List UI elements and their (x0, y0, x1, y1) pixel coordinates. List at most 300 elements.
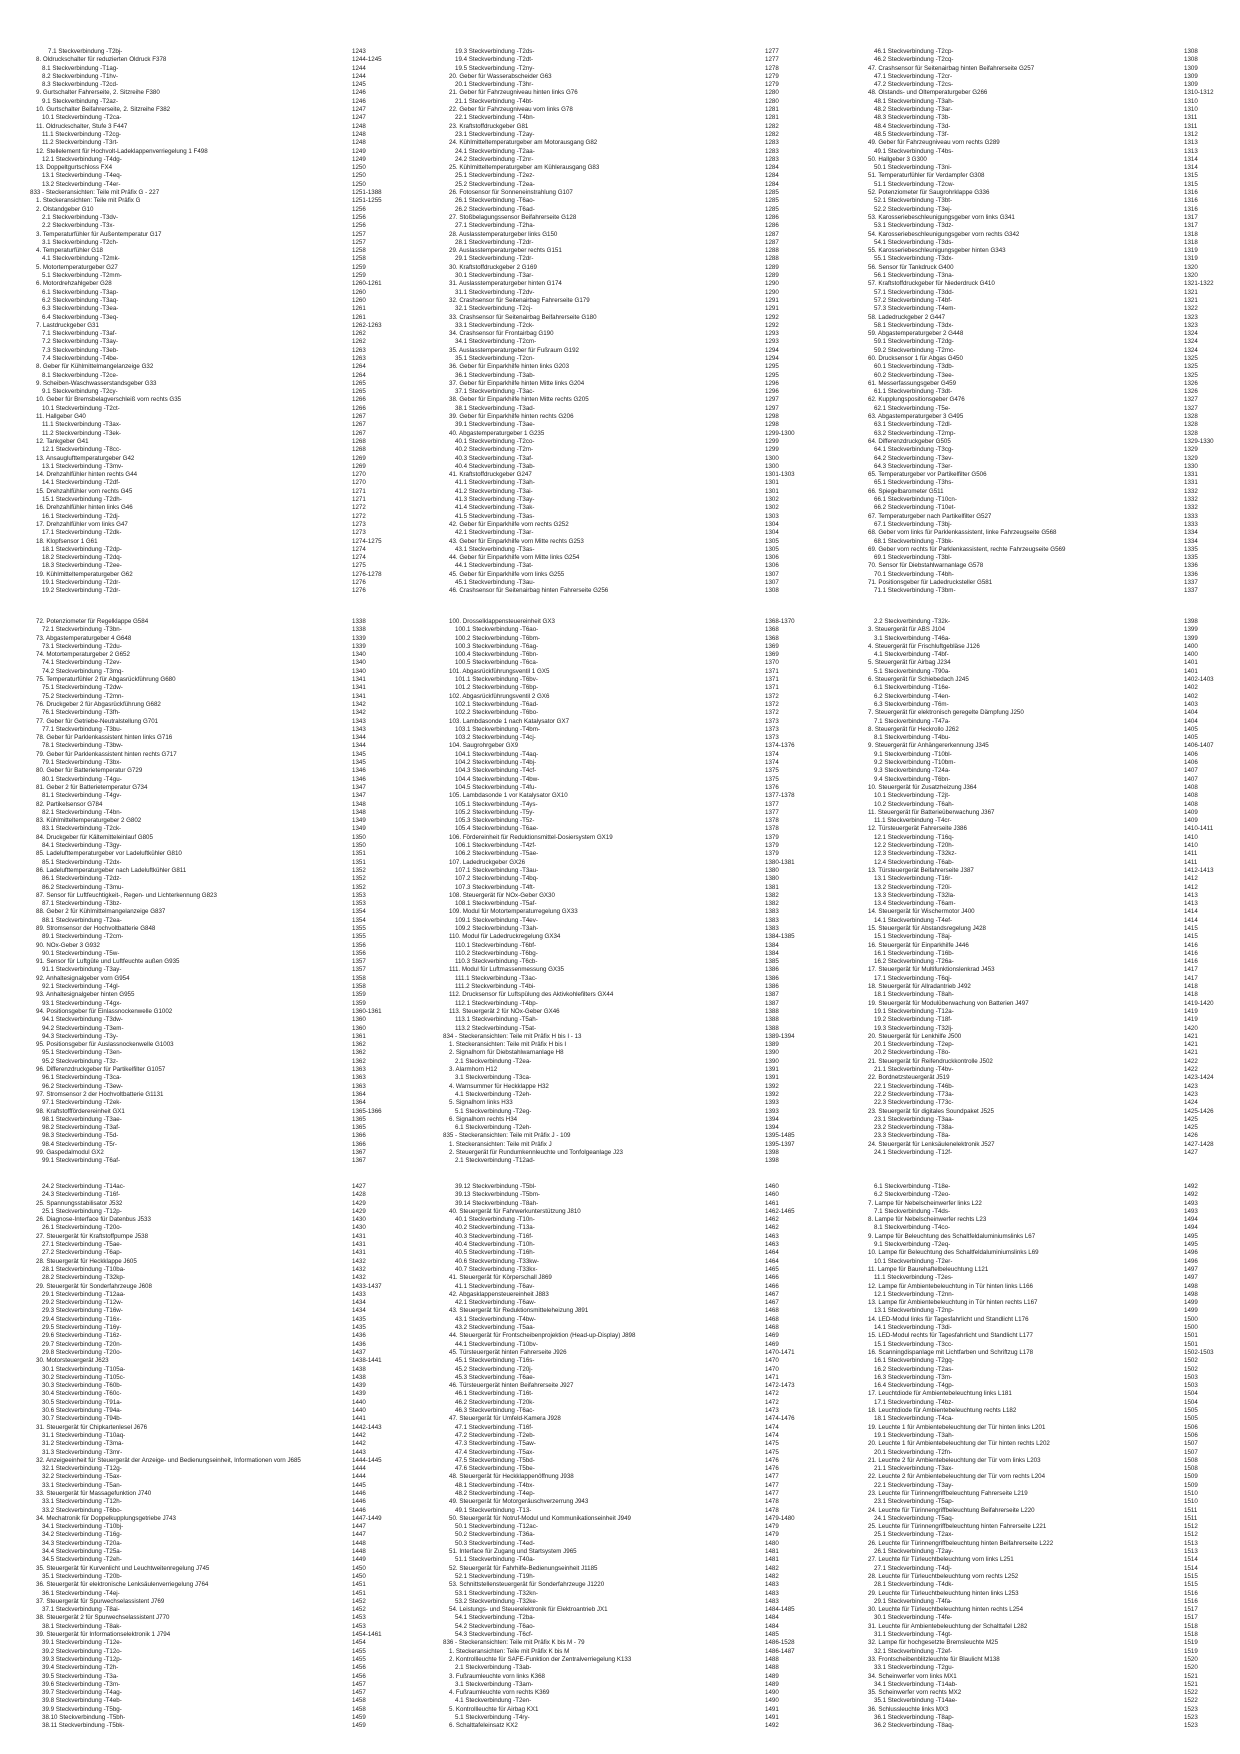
index-entry (862, 1548, 1240, 1556)
entry-title: 97.1 Steckverbindung -T2ek- (42, 1099, 122, 1107)
entry-page: 1415 (1184, 933, 1198, 941)
entry-title: 12.2 Steckverbindung -T20h- (874, 842, 954, 850)
index-entry (30, 65, 410, 73)
entry-title: 10. Steuergerät für Zusatzheizung J364 (868, 783, 977, 791)
index-entry (443, 1432, 823, 1440)
entry-title: 75. Temperaturfühler 2 für Abgasrückführung G680 (36, 676, 176, 684)
index-entry (862, 139, 1240, 147)
index-entry (862, 1590, 1240, 1598)
index-entry (30, 280, 410, 288)
entry-title: 49.1 Steckverbindung -T4bs- (874, 147, 954, 155)
entry-page: 1266 (352, 396, 366, 404)
entry-title: 93.1 Steckverbindung -T4gx- (42, 999, 122, 1007)
entry-title: 5. Kontrollleuchte für Airbag KX1 (449, 1705, 539, 1713)
entry-page: 1311 (1184, 122, 1198, 130)
index-entry (443, 1233, 823, 1241)
index-entry (30, 131, 410, 139)
entry-page: 1523 (1184, 1722, 1198, 1730)
index-entry (862, 396, 1240, 404)
entry-title: 18.1 Steckverbindung -T8ah- (874, 991, 954, 999)
entry-title: 40.2 Steckverbindung -T13a- (455, 1224, 535, 1232)
index-entry (862, 413, 1240, 421)
index-entry (30, 1515, 410, 1523)
entry-title: 50.3 Steckverbindung -T4ed- (455, 1539, 535, 1547)
entry-page: 1494 (1184, 1216, 1198, 1224)
index-entry (443, 521, 823, 529)
entry-title: 46. Crashsensor für Seitenairbag hinten Fahrerseite G256 (449, 587, 609, 595)
entry-title: 33. Crashsensor für Seitenairbag Beifahrerseite G180 (449, 313, 597, 321)
entry-title: 39.6 Steckverbindung -T3m- (42, 1680, 121, 1688)
entry-title: 2.2 Steckverbindung -T3x- (42, 222, 115, 230)
entry-page: 1412 (1184, 875, 1198, 883)
entry-title: 99.1 Steckverbindung -T6af- (42, 1157, 121, 1165)
entry-title: 18.2 Steckverbindung -T2dq- (42, 554, 122, 562)
index-entry (443, 355, 823, 363)
entry-title: 19.1 Steckverbindung -T2dr- (42, 579, 121, 586)
index-entry (30, 222, 410, 230)
index-entry (30, 975, 410, 983)
index-entry (443, 908, 823, 916)
entry-page: 1517 (1184, 1614, 1198, 1622)
entry-page: 1288 (765, 255, 779, 263)
entry-page: 1335 (1184, 554, 1198, 562)
index-entry (30, 388, 410, 396)
entry-title: 51.1 Steckverbindung -T40a- (455, 1556, 535, 1564)
entry-title: 6.1 Steckverbindung -T2eh- (455, 1124, 532, 1132)
entry-title: 29.8 Steckverbindung -T20o- (42, 1348, 122, 1356)
entry-page: 1393 (765, 1099, 779, 1107)
index-entry (862, 189, 1240, 197)
index-entry (862, 917, 1240, 925)
entry-page: 1474 (765, 1423, 779, 1431)
index-entry (862, 1581, 1240, 1589)
entry-title: 11. Steuergerät für Batterieüberwachung J367 (868, 808, 995, 816)
entry-title: 54. Karosseriebeschleunigungsgeber vorn rechts G342 (868, 230, 1020, 238)
entry-page: 1395-1397 (765, 1140, 795, 1148)
entry-title: 20. Leuchte 1 für Ambientebeleuchtung der Tür hinten rechts L202 (868, 1440, 1050, 1448)
entry-page: 1315 (1184, 180, 1198, 188)
entry-title: 61. Messerfassungsgeber G459 (868, 379, 957, 387)
index-entry (443, 1706, 823, 1714)
index-entry (862, 388, 1240, 396)
entry-page: 1384-1385 (765, 933, 795, 941)
index-entry (30, 305, 410, 313)
entry-page: 1478 (765, 1506, 779, 1514)
entry-title: 28. Leuchte für Türleuchtbeleuchtung vorn rechts L252 (868, 1572, 1019, 1580)
entry-page: 1291 (765, 305, 779, 313)
entry-title: 2.1 Steckverbindung -T12ad- (455, 1157, 535, 1165)
entry-title: 100. Drosselklappensteuereinheit GX3 (449, 618, 555, 625)
entry-page: 1445 (352, 1481, 366, 1489)
entry-title: 91.1 Steckverbindung -T3ay- (42, 966, 122, 974)
index-entry (443, 579, 823, 587)
entry-page: 1467 (765, 1299, 779, 1307)
entry-page: 1480 (765, 1539, 779, 1547)
entry-title: 17.1 Steckverbindung -T4bz- (874, 1398, 954, 1406)
index-entry (30, 734, 410, 742)
entry-title: 39.4 Steckverbindung -T2h- (42, 1664, 119, 1672)
index-entry (443, 1407, 823, 1415)
index-entry (30, 214, 410, 222)
entry-page: 1423-1424 (1184, 1074, 1214, 1082)
entry-page: 1370 (765, 659, 779, 667)
entry-page: 1332 (1184, 487, 1198, 495)
entry-page: 1365 (352, 1124, 366, 1132)
entry-page: 1298 (765, 421, 779, 429)
entry-page: 1442-1443 (352, 1423, 382, 1431)
entry-page: 1417 (1184, 974, 1198, 982)
entry-page: 1403 (1184, 700, 1198, 708)
entry-page: 1420 (1184, 1024, 1198, 1032)
index-entry (862, 148, 1240, 156)
index-entry (443, 1681, 823, 1689)
entry-page: 1418 (1184, 991, 1198, 999)
entry-title: 99. Gaspedalmodul GX2 (36, 1149, 104, 1156)
entry-title: 31.2 Steckverbindung -T3ma- (42, 1440, 124, 1448)
index-entry (443, 1157, 823, 1165)
entry-title: 108.1 Steckverbindung -T5af- (455, 900, 537, 908)
entry-page: 1460 (765, 1191, 779, 1199)
index-entry (862, 983, 1240, 991)
index-entry (30, 1332, 410, 1340)
index-entry (443, 792, 823, 800)
index-entry (443, 562, 823, 570)
entry-title: 34.3 Steckverbindung -T20a- (42, 1539, 122, 1547)
entry-title: 32. Crashsensor für Seitenairbag Fahrerseite G179 (449, 296, 590, 304)
entry-title: 69. Geber vorn rechts für Parklenkassistent, rechte Fahrzeugseite G569 (868, 545, 1066, 553)
entry-page: 1458 (352, 1705, 366, 1713)
entry-page: 1464 (765, 1249, 779, 1257)
entry-title: 36. Schlussleuchte links MX3 (868, 1705, 949, 1713)
entry-page: 1405 (1184, 725, 1198, 733)
index-entry (30, 571, 410, 579)
entry-title: 19.1 Steckverbindung -T3ah- (874, 1431, 954, 1439)
entry-page: 1324 (1184, 346, 1198, 354)
entry-title: 34.1 Steckverbindung -T2cm- (455, 338, 537, 346)
entry-title: 34.2 Steckverbindung -T16g- (42, 1531, 122, 1539)
entry-title: 24. Leuchte für Türinnengriffbeleuchtung Beifahrerseite L220 (868, 1506, 1035, 1514)
entry-title: 32.1 Steckverbindung -T2ef- (874, 1647, 953, 1655)
entry-page: 1388 (765, 1007, 779, 1015)
index-entry (30, 1614, 410, 1622)
entry-page: 1339 (352, 634, 366, 642)
entry-title: 1. Steckeransichten: Teile mit Präfix H bis I (449, 1041, 567, 1049)
entry-page: 1247 (352, 106, 366, 114)
index-entry (862, 1274, 1240, 1282)
index-entry (862, 231, 1240, 239)
entry-title: 31. Steuergerät für Chipkartenlesel J676 (36, 1423, 148, 1431)
index-entry (862, 991, 1240, 999)
entry-page: 1484 (765, 1614, 779, 1622)
entry-page: 1493 (1184, 1207, 1198, 1215)
index-entry (862, 1000, 1240, 1008)
entry-title: 105.1 Steckverbindung -T4ys- (455, 800, 538, 808)
entry-page: 1444-1445 (352, 1456, 382, 1464)
index-entry (443, 1548, 823, 1556)
entry-page: 1474 (765, 1431, 779, 1439)
index-entry (30, 1124, 410, 1132)
index-entry (443, 496, 823, 504)
index-entry (862, 701, 1240, 709)
entry-page: 1301-1303 (765, 471, 795, 479)
entry-title: 110. Modul für Ladedruckregelung GX34 (449, 933, 561, 941)
entry-title: 15. Drehzahlfühler vorn rechts G45 (36, 487, 133, 495)
entry-title: 71. Positionsgeber für Ladedrucksteller G581 (868, 579, 993, 586)
entry-title: 3.1 Steckverbindung -T3am- (455, 1680, 534, 1688)
entry-title: 19.3 Steckverbindung -T32lj- (874, 1024, 954, 1032)
index-entry (443, 842, 823, 850)
entry-title: 2. Ölstandgeber G10 (36, 205, 94, 213)
index-entry (443, 272, 823, 280)
entry-title: 28. Steuergerät für Heckklappe J605 (36, 1257, 137, 1265)
index-entry (443, 1074, 823, 1082)
entry-title: 11.1 Steckverbindung -T2cg- (42, 130, 121, 138)
entry-page: 1450 (352, 1572, 366, 1580)
entry-page: 1503 (1184, 1382, 1198, 1390)
index-entry (443, 289, 823, 297)
index-entry (862, 1058, 1240, 1066)
entry-title: 37. Geber für Einparkhilfe hinten Mitte links G204 (449, 379, 585, 387)
entry-title: 36.2 Steckverbindung -T8aq- (874, 1722, 954, 1730)
entry-page: 1469 (765, 1332, 779, 1340)
entry-title: 111. Modul für Luftmassenmessung GX35 (449, 966, 564, 974)
index-entry (30, 255, 410, 263)
entry-title: 14. LED-Modul links für Tagesfahrlicht und Standlicht L176 (868, 1315, 1029, 1323)
entry-title: 98.1 Steckverbindung -T3ae- (42, 1115, 122, 1123)
index-entry (30, 529, 410, 537)
entry-page: 1481 (765, 1556, 779, 1564)
entry-page: 1413 (1184, 891, 1198, 899)
entry-title: 52.1 Steckverbindung -T3bt- (874, 197, 953, 205)
entry-title: 16.3 Steckverbindung -T3m- (874, 1373, 953, 1381)
entry-page: 1457 (352, 1680, 366, 1688)
entry-title: 15.1 Steckverbindung -T3cc- (874, 1340, 954, 1348)
index-entry (443, 388, 823, 396)
index-entry (862, 1183, 1240, 1191)
entry-title: 18.3 Steckverbindung -T2ee- (42, 562, 122, 570)
entry-title: 87.1 Steckverbindung -T3bz- (42, 900, 122, 908)
entry-title: 29. Auslasstemperaturgeber rechts G151 (449, 247, 562, 255)
entry-title: 34.1 Steckverbindung -T14ab- (874, 1680, 958, 1688)
entry-page: 1341 (352, 692, 366, 700)
entry-page: 1402 (1184, 692, 1198, 700)
index-entry (443, 776, 823, 784)
entry-page: 1309 (1184, 64, 1198, 72)
entry-title: 30. Leuchte für Türleuchtbeleuchtung hinten rechts L254 (868, 1606, 1024, 1614)
entry-page: 1434 (352, 1299, 366, 1307)
entry-page: 1373 (765, 717, 779, 725)
entry-page: 1383 (765, 908, 779, 916)
index-entry (30, 1457, 410, 1465)
entry-title: 7. Lastdruckgeber G31 (36, 321, 99, 329)
entry-title: 29.1 Steckverbindung -T2dr- (455, 255, 534, 263)
entry-page: 1248 (352, 139, 366, 147)
entry-title: 6.1 Steckverbindung -T16e- (874, 684, 951, 692)
entry-page: 1511 (1184, 1514, 1198, 1522)
entry-title: 7. Lampe für Nebelscheinwerfer links L22 (868, 1199, 982, 1207)
index-entry (443, 900, 823, 908)
entry-page: 1440 (352, 1407, 366, 1415)
entry-page: 1394 (765, 1124, 779, 1132)
index-entry (30, 1540, 410, 1548)
index-entry (30, 1490, 410, 1498)
entry-page: 1490 (765, 1689, 779, 1697)
index-entry (862, 1648, 1240, 1656)
entry-title: 28.1 Steckverbindung -T2dr- (455, 238, 534, 246)
entry-page: 1504 (1184, 1390, 1198, 1398)
index-entry (443, 767, 823, 775)
index-entry (862, 529, 1240, 537)
index-entry (862, 792, 1240, 800)
entry-page: 1351 (352, 850, 366, 858)
entry-title: 2. Steuergerät für Rundumkennleuchte und Tonfolgeanlage J23 (449, 1149, 623, 1156)
entry-page: 1392 (765, 1082, 779, 1090)
index-entry (443, 742, 823, 750)
entry-page: 1383 (765, 916, 779, 924)
entry-page: 1318 (1184, 238, 1198, 246)
index-entry (30, 950, 410, 958)
index-entry (443, 181, 823, 189)
entry-title: 21. Geber für Fahrzeugniveau hinten links G76 (449, 89, 578, 97)
entry-page: 1251-1388 (352, 189, 382, 197)
entry-title: 102.2 Steckverbindung -T6bo- (455, 709, 539, 717)
entry-page: 1468 (765, 1324, 779, 1332)
entry-title: 57.1 Steckverbindung -T3dd- (874, 288, 954, 296)
entry-page: 1510 (1184, 1498, 1198, 1506)
entry-page: 1319 (1184, 247, 1198, 255)
entry-title: 111.2 Steckverbindung -T4bi- (455, 983, 536, 991)
entry-title: 17.1 Steckverbindung -T2dk- (42, 529, 122, 537)
entry-title: 41.4 Steckverbindung -T3ak- (455, 504, 535, 512)
entry-page: 1288 (765, 247, 779, 255)
index-entry (443, 1515, 823, 1523)
index-entry (862, 1233, 1240, 1241)
entry-page: 1319 (1184, 255, 1198, 263)
entry-title: 4. Warnsummer für Heckklappe H32 (449, 1082, 549, 1090)
entry-page: 1497 (1184, 1274, 1198, 1282)
entry-title: 48.4 Steckverbindung -T3d- (874, 122, 951, 130)
entry-page: 1490 (765, 1697, 779, 1705)
entry-title: 26. Fotosensor für Sonneneinstrahlung G107 (449, 189, 573, 197)
index-entry (30, 123, 410, 131)
entry-page: 1245 (352, 81, 366, 89)
entry-page: 1283 (765, 155, 779, 163)
entry-title: 27.1 Steckverbindung -T4dj- (874, 1564, 952, 1572)
index-entry (30, 1349, 410, 1357)
entry-title: 106. Fördereinheit für Reduktionsmittel-Dosiersystem GX19 (449, 833, 613, 841)
entry-page: 1387 (765, 999, 779, 1007)
index-entry (443, 643, 823, 651)
entry-page: 1509 (1184, 1481, 1198, 1489)
entry-page: 1416 (1184, 958, 1198, 966)
index-entry (443, 618, 823, 626)
index-entry (443, 892, 823, 900)
entry-title: 53. Schnittstellensteuergerät für Sonderfahrzeuge J1220 (449, 1581, 605, 1589)
entry-title: 18.1 Steckverbindung -T2dp- (42, 545, 122, 553)
entry-page: 1282 (765, 130, 779, 138)
entry-title: 59.1 Steckverbindung -T2dg- (874, 338, 954, 346)
entry-title: 56.1 Steckverbindung -T3na- (874, 272, 954, 280)
index-entry (443, 635, 823, 643)
entry-title: 35. Scheinwerfer vorn rechts MX2 (868, 1689, 962, 1697)
entry-title: 40.1 Steckverbindung -T10n- (455, 1216, 535, 1224)
entry-title: 97. Stromsensor 2 der Hochvoltbatterie G1131 (36, 1090, 164, 1098)
entry-page: 1352 (352, 875, 366, 883)
index-entry (30, 651, 410, 659)
entry-page: 1486-1528 (765, 1639, 795, 1647)
entry-title: 22.1 Steckverbindung -T4bn- (455, 114, 535, 122)
entry-title: 39.12 Steckverbindung -T5bl- (455, 1183, 537, 1190)
entry-page: 1448 (352, 1548, 366, 1556)
entry-page: 1389-1394 (765, 1032, 795, 1040)
entry-title: 8. Lampe für Nebelscheinwerfer rechts L23 (868, 1216, 987, 1224)
entry-title: 102.1 Steckverbindung -T6ad- (455, 700, 539, 708)
entry-page: 1320 (1184, 263, 1198, 271)
index-entry (30, 983, 410, 991)
index-entry (30, 1299, 410, 1307)
index-entry (862, 1465, 1240, 1473)
entry-title: 4.1 Steckverbindung -T2en- (455, 1697, 532, 1705)
index-entry (30, 659, 410, 667)
index-entry (443, 1440, 823, 1448)
entry-page: 1366 (352, 1140, 366, 1148)
index-entry (862, 1498, 1240, 1506)
entry-title: 9.1 Steckverbindung -T2az- (42, 97, 119, 105)
entry-page: 1515 (1184, 1581, 1198, 1589)
index-entry (862, 942, 1240, 950)
entry-title: 20. Steuergerät für Lenkhilfe J500 (868, 1032, 962, 1040)
index-entry (30, 380, 410, 388)
entry-title: 6.3 Steckverbindung -T6m- (874, 700, 949, 708)
index-entry (862, 1332, 1240, 1340)
entry-page: 1267 (352, 413, 366, 421)
index-entry (862, 776, 1240, 784)
entry-title: 11.1 Steckverbindung -T2es- (874, 1274, 953, 1282)
entry-title: 40.3 Steckverbindung -T3af- (455, 454, 534, 462)
entry-page: 1285 (765, 189, 779, 197)
entry-title: 33. Frontscheibenblitzleuchte für Blaulicht M138 (868, 1655, 1000, 1663)
index-entry (862, 546, 1240, 554)
entry-page: 1450 (352, 1564, 366, 1572)
index-entry (862, 1249, 1240, 1257)
entry-page: 1326 (1184, 388, 1198, 396)
entry-title: 6.4 Steckverbindung -T3eq- (42, 313, 119, 321)
entry-title: 27. Steuergerät für Kraftstoffpumpe J538 (36, 1232, 149, 1240)
entry-page: 1452 (352, 1597, 366, 1605)
index-entry (30, 1648, 410, 1656)
index-entry (30, 172, 410, 180)
entry-page: 1354 (352, 908, 366, 916)
entry-page: 1267 (352, 421, 366, 429)
entry-page: 1518 (1184, 1631, 1198, 1639)
entry-title: 90. NOx-Geber 3 G932 (36, 941, 100, 949)
entry-title: 16.2 Steckverbindung -T2as- (874, 1365, 954, 1373)
index-entry (443, 396, 823, 404)
index-entry (862, 305, 1240, 313)
entry-title: 19.1 Steckverbindung -T12a- (874, 1007, 954, 1015)
entry-title: 107.2 Steckverbindung -T4bq- (455, 875, 539, 883)
entry-title: 47. Steuergerät für Umfeld-Kamera J928 (449, 1415, 561, 1423)
entry-page: 1261 (352, 305, 366, 313)
entry-page: 1371 (765, 684, 779, 692)
index-entry (30, 1149, 410, 1157)
index-entry (862, 106, 1240, 114)
entry-page: 1272 (352, 504, 366, 512)
entry-page: 1380 (765, 875, 779, 883)
index-entry (862, 1241, 1240, 1249)
entry-title: 8.1 Steckverbindung -T4co- (874, 1224, 951, 1232)
entry-page: 1373 (765, 734, 779, 742)
